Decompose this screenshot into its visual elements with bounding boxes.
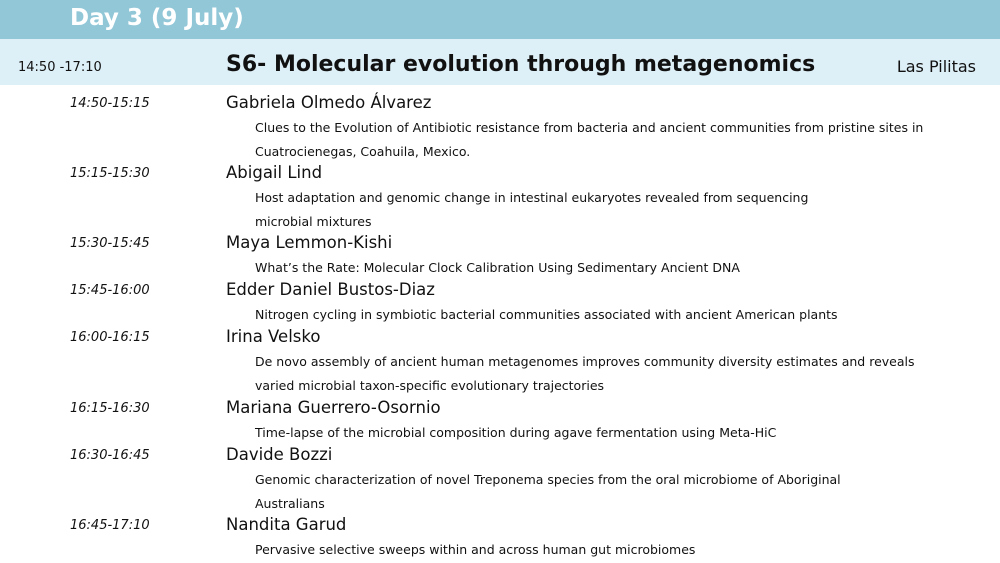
speaker-name: Maya Lemmon-Kishi xyxy=(226,233,393,252)
talk-time: 15:15-15:30 xyxy=(70,166,150,181)
talk-time: 16:00-16:15 xyxy=(70,330,150,345)
talk-title: Clues to the Evolution of Antibiotic resistance from bacteria and ancient communities from pristine sites in Cuatrocienegas, Coahuila, Mexico. xyxy=(255,120,924,159)
talk-title: What’s the Rate: Molecular Clock Calibration Using Sedimentary Ancient DNA xyxy=(255,260,740,275)
day-title: Day 3 (9 July) xyxy=(70,5,244,31)
session-time: 14:50 -17:10 xyxy=(18,60,102,75)
talk-time: 16:15-16:30 xyxy=(70,401,150,416)
speaker-name: Edder Daniel Bustos-Diaz xyxy=(226,280,435,299)
speaker-name: Abigail Lind xyxy=(226,163,323,182)
talk-title: Genomic characterization of novel Treponema species from the oral microbiome of Aboriginal Australians xyxy=(255,472,841,511)
talk-title: Host adaptation and genomic change in intestinal eukaryotes revealed from sequencing microbial mixtures xyxy=(255,190,809,229)
talk-time: 15:45-16:00 xyxy=(70,283,150,298)
session-title: S6- Molecular evolution through metagenomics xyxy=(226,52,816,77)
talk-title: Pervasive selective sweeps within and across human gut microbiomes xyxy=(255,542,696,557)
talk-time: 15:30-15:45 xyxy=(70,236,150,251)
speaker-name: Gabriela Olmedo Álvarez xyxy=(226,93,432,112)
speaker-name: Nandita Garud xyxy=(226,515,347,534)
speaker-name: Davide Bozzi xyxy=(226,445,333,464)
talk-title: De novo assembly of ancient human metagenomes improves community diversity estimates and reveals varied microbial taxon-specific evolutionary trajectories xyxy=(255,354,915,393)
talk-time: 16:45-17:10 xyxy=(70,518,150,533)
speaker-name: Mariana Guerrero-Osornio xyxy=(226,398,441,417)
speaker-name: Irina Velsko xyxy=(226,327,321,346)
session-room: Las Pilitas xyxy=(896,57,976,76)
talk-time: 14:50-15:15 xyxy=(70,96,150,111)
talk-title: Time-lapse of the microbial composition during agave fermentation using Meta-HiC xyxy=(255,425,777,440)
day-header xyxy=(0,0,1000,39)
talk-time: 16:30-16:45 xyxy=(70,448,150,463)
talk-title: Nitrogen cycling in symbiotic bacterial communities associated with ancient American plants xyxy=(255,307,838,322)
